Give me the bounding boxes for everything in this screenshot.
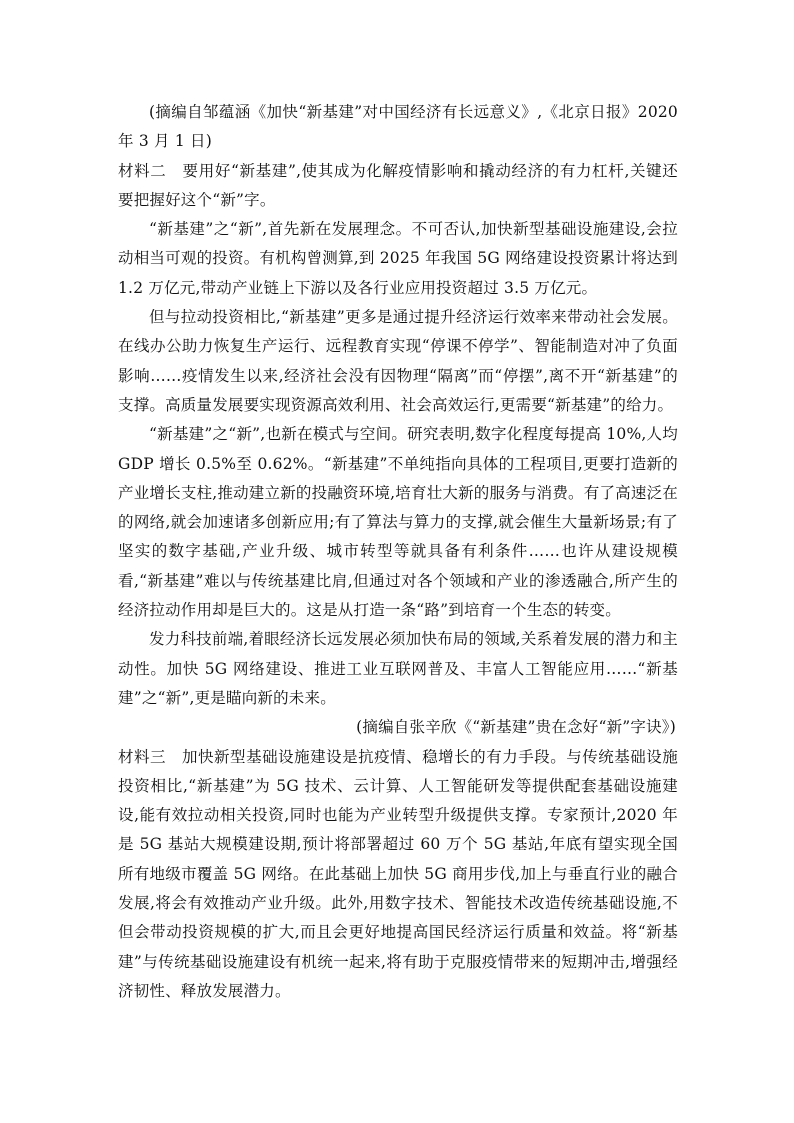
material-two-paragraph-3: “新基建”之“新”,也新在模式与空间。研究表明,数字化程度每提高 10%,人均 GDP 增长 0.5%至 0.62%。“新基建”不单纯指向具体的工程项目,更要打造新的产业增长支柱,推动建立新的投融资环境,培育壮大新的服务与消费。有了高速泛在的网络,就会加速诸多创新应用;有了算法与算力的支撑,就会催生大量新场景;有了坚实的数字基础,产业升级、城市转型等就具备有利条件……也许从建设规模看,“新基建”难以与传统基建比肩,但通过对各个领域和产业的渗透融合,所产生的经济拉动作用却是巨大的。这是从打造一条“路”到培育一个生态的转变。	[118, 425, 678, 620]
material-two-paragraph-2: 但与拉动投资相比,“新基建”更多是通过提升经济运行效率来带动社会发展。在线办公助力恢复生产运行、远程教育实现“停课不停学”、智能制造对冲了负面影响……疫情发生以来,经济社会没有因物理“隔离”而“停摆”,离不开“新基建”的支撑。高质量发展要实现资源高效利用、社会高效运行,更需要“新基建”的给力。	[118, 308, 678, 414]
material-two-paragraph-1: “新基建”之“新”,首先新在发展理念。不可否认,加快新型基础设施建设,会拉动相当可观的投资。有机构曾测算,到 2025 年我国 5G 网络建设投资累计将达到 1.2 万亿元,带动产业链上下游以及各行业应用投资超过 3.5 万亿元。	[118, 220, 678, 297]
material-two-intro: 材料二 要用好“新基建”,使其成为化解疫情影响和撬动经济的有力杠杆,关键还要把握好这个“新”字。	[118, 161, 678, 209]
material-two-paragraph-4: 发力科技前端,着眼经济长远发展必须加快布局的领域,关系着发展的潜力和主动性。加快 5G 网络建设、推进工业互联网普及、丰富人工智能应用……“新基建”之“新”,更是瞄向新的未来。	[118, 630, 678, 707]
material-three-paragraph: 材料三 加快新型基础设施建设是抗疫情、稳增长的有力手段。与传统基础设施投资相比,“新基建”为 5G 技术、云计算、人工智能研发等提供配套基础设施建设,能有效拉动相关投资,同时也能为产业转型升级提供支撑。专家预计,2020 年是 5G 基站大规模建设期,预计将部署超过 60 万个 5G 基站,年底有望实现全国所有地级市覆盖 5G 网络。在此基础上加快 5G 商用步伐,加上与垂直行业的融合发展,将会有效推动产业升级。此外,用数字技术、智能技术改造传统基础设施,不但会带动投资规模的扩大,而且会更好地提高国民经济运行质量和效益。将“新基建”与传统基础设施建设有机统一起来,将有助于克服疫情带来的短期冲击,增强经济韧性、释放发展潜力。	[118, 747, 678, 1000]
source-citation-1: (摘编自邹蕴涵《加快“新基建”对中国经济有长远意义》,《北京日报》2020 年 3 月 1 日)	[118, 103, 678, 151]
source-citation-2: (摘编自张辛欣《“新基建”贵在念好“新”字诀》)	[356, 718, 676, 737]
